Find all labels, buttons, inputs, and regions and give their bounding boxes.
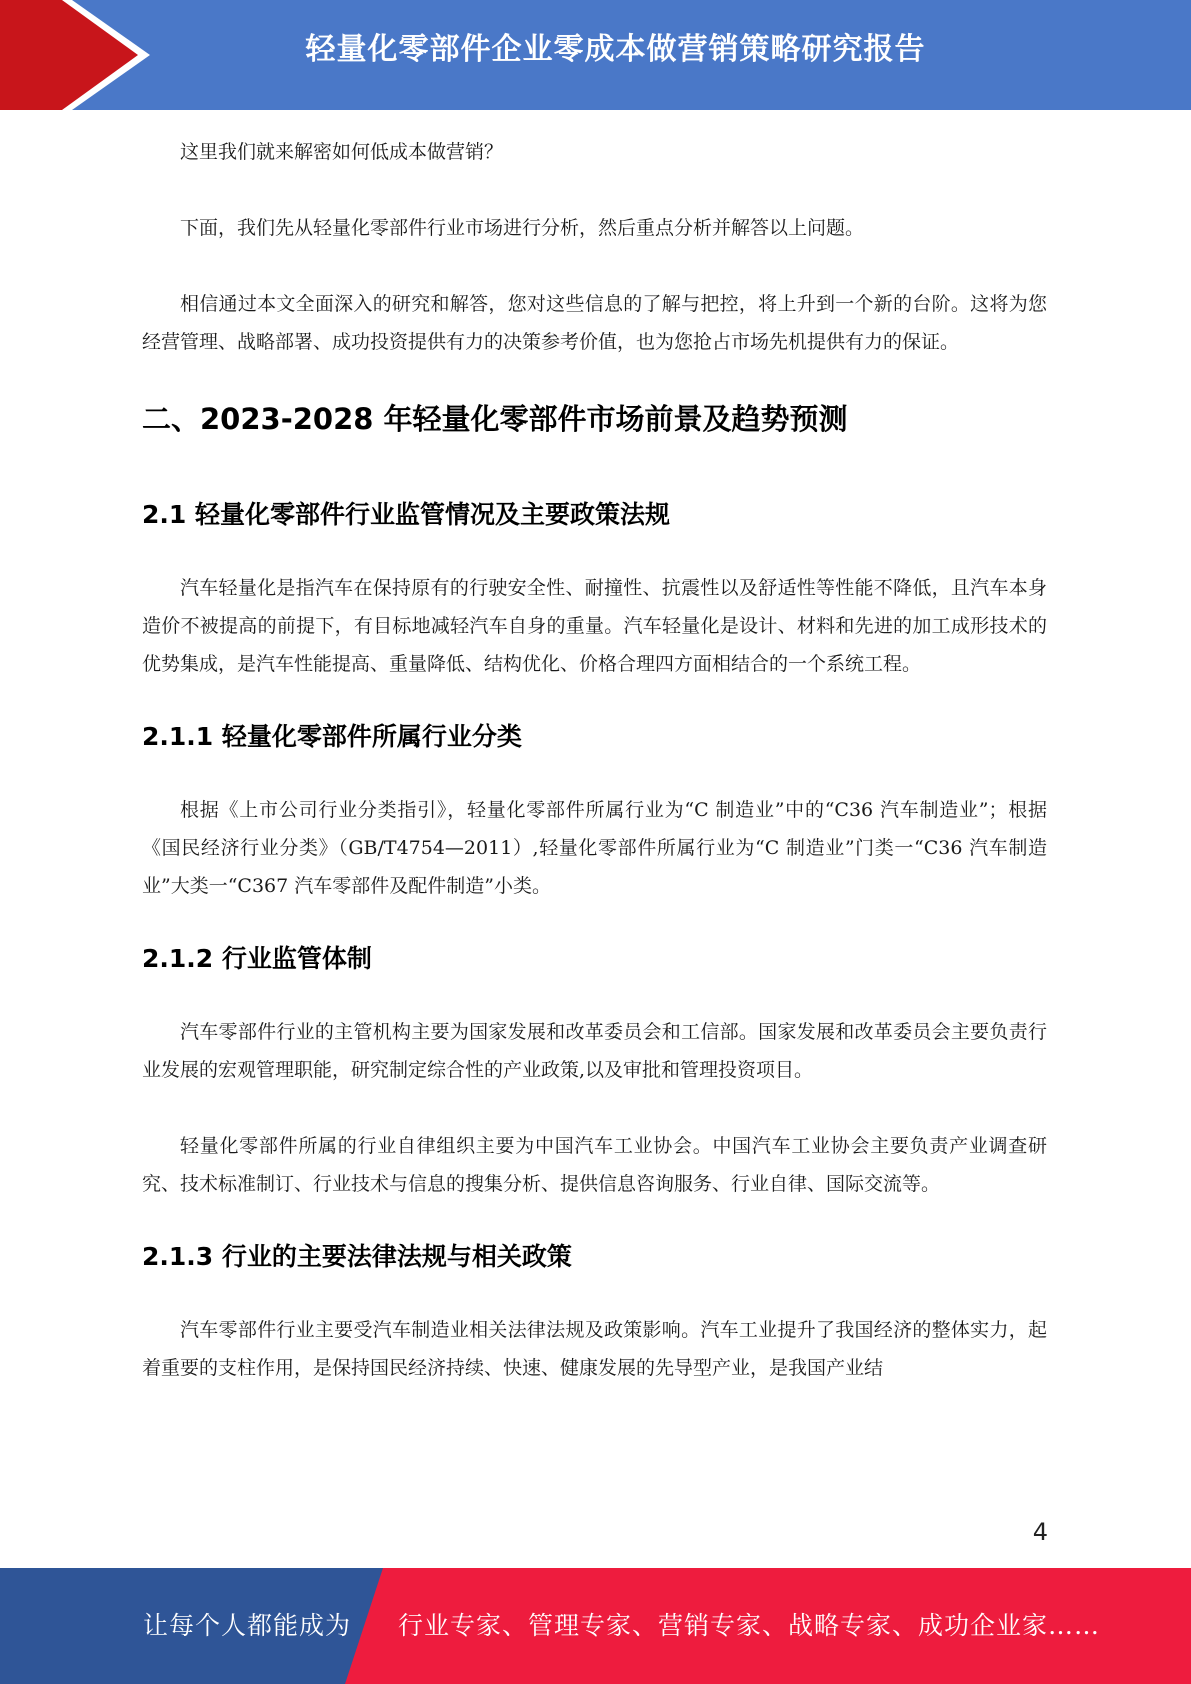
paragraph: 汽车轻量化是指汽车在保持原有的行驶安全性、耐撞性、抗震性以及舒适性等性能不降低，且汽车本身造价不被提高的前提下，有目标地减轻汽车自身的重量。汽车轻量化是设计、材料和先进的加工成形技术的优势集成，是汽车性能提高、重量降低、结构优化、价格合理四方面相结合的一个系统工程。 [142,577,1047,675]
paragraph: 相信通过本文全面深入的研究和解答，您对这些信息的了解与把控，将上升到一个新的台阶。这将为您经营管理、战略部署、成功投资提供有力的决策参考价值，也为您抢占市场先机提供有力的保证。 [142,293,1047,353]
document-body [142,133,1047,1425]
footer-slogan-left: 让每个人都能成为 [143,1611,352,1640]
paragraph: 这里我们就来解密如何低成本做营销？ [180,141,504,163]
subsubsection-heading: 2.1.3 行业的主要法律法规与相关政策 [142,1242,572,1271]
paragraph: 下面，我们先从轻量化零部件行业市场进行分析，然后重点分析并解答以上问题。 [180,217,865,239]
subsubsection-heading: 2.1.1 轻量化零部件所属行业分类 [142,722,522,751]
report-title: 轻量化零部件企业零成本做营销策略研究报告 [305,32,926,67]
subsubsection-heading: 2.1.2 行业监管体制 [142,944,372,973]
page-number: 4 [1032,1518,1048,1546]
subsection-heading: 2.1 轻量化零部件行业监管情况及主要政策法规 [142,500,670,529]
paragraph: 轻量化零部件所属的行业自律组织主要为中国汽车工业协会。中国汽车工业协会主要负责产业调查研究、技术标准制订、行业技术与信息的搜集分析、提供信息咨询服务、行业自律、国际交流等。 [142,1135,1047,1195]
paragraph: 汽车零部件行业的主管机构主要为国家发展和改革委员会和工信部。国家发展和改革委员会主要负责行业发展的宏观管理职能，研究制定综合性的产业政策,以及审批和管理投资项目。 [142,1021,1047,1081]
page-header [0,0,1191,110]
paragraph: 汽车零部件行业主要受汽车制造业相关法律法规及政策影响。汽车工业提升了我国经济的整体实力，起着重要的支柱作用，是保持国民经济持续、快速、健康发展的先导型产业，是我国产业结 [142,1319,1047,1379]
page-footer [0,1568,1191,1684]
section-heading: 二、2023-2028 年轻量化零部件市场前景及趋势预测 [142,402,848,436]
paragraph: 根据《上市公司行业分类指引》，轻量化零部件所属行业为“C 制造业”中的“C36 汽车制造业”；根据《国民经济行业分类》（GB/T4754—2011）,轻量化零部件所属行业为“C 制造业”门类一“C36 汽车制造业”大类一“C367 汽车零部件及配件制造”小类。 [142,799,1047,897]
footer-slogan-right: 行业专家、管理专家、营销专家、战略专家、成功企业家…… [398,1611,1101,1640]
